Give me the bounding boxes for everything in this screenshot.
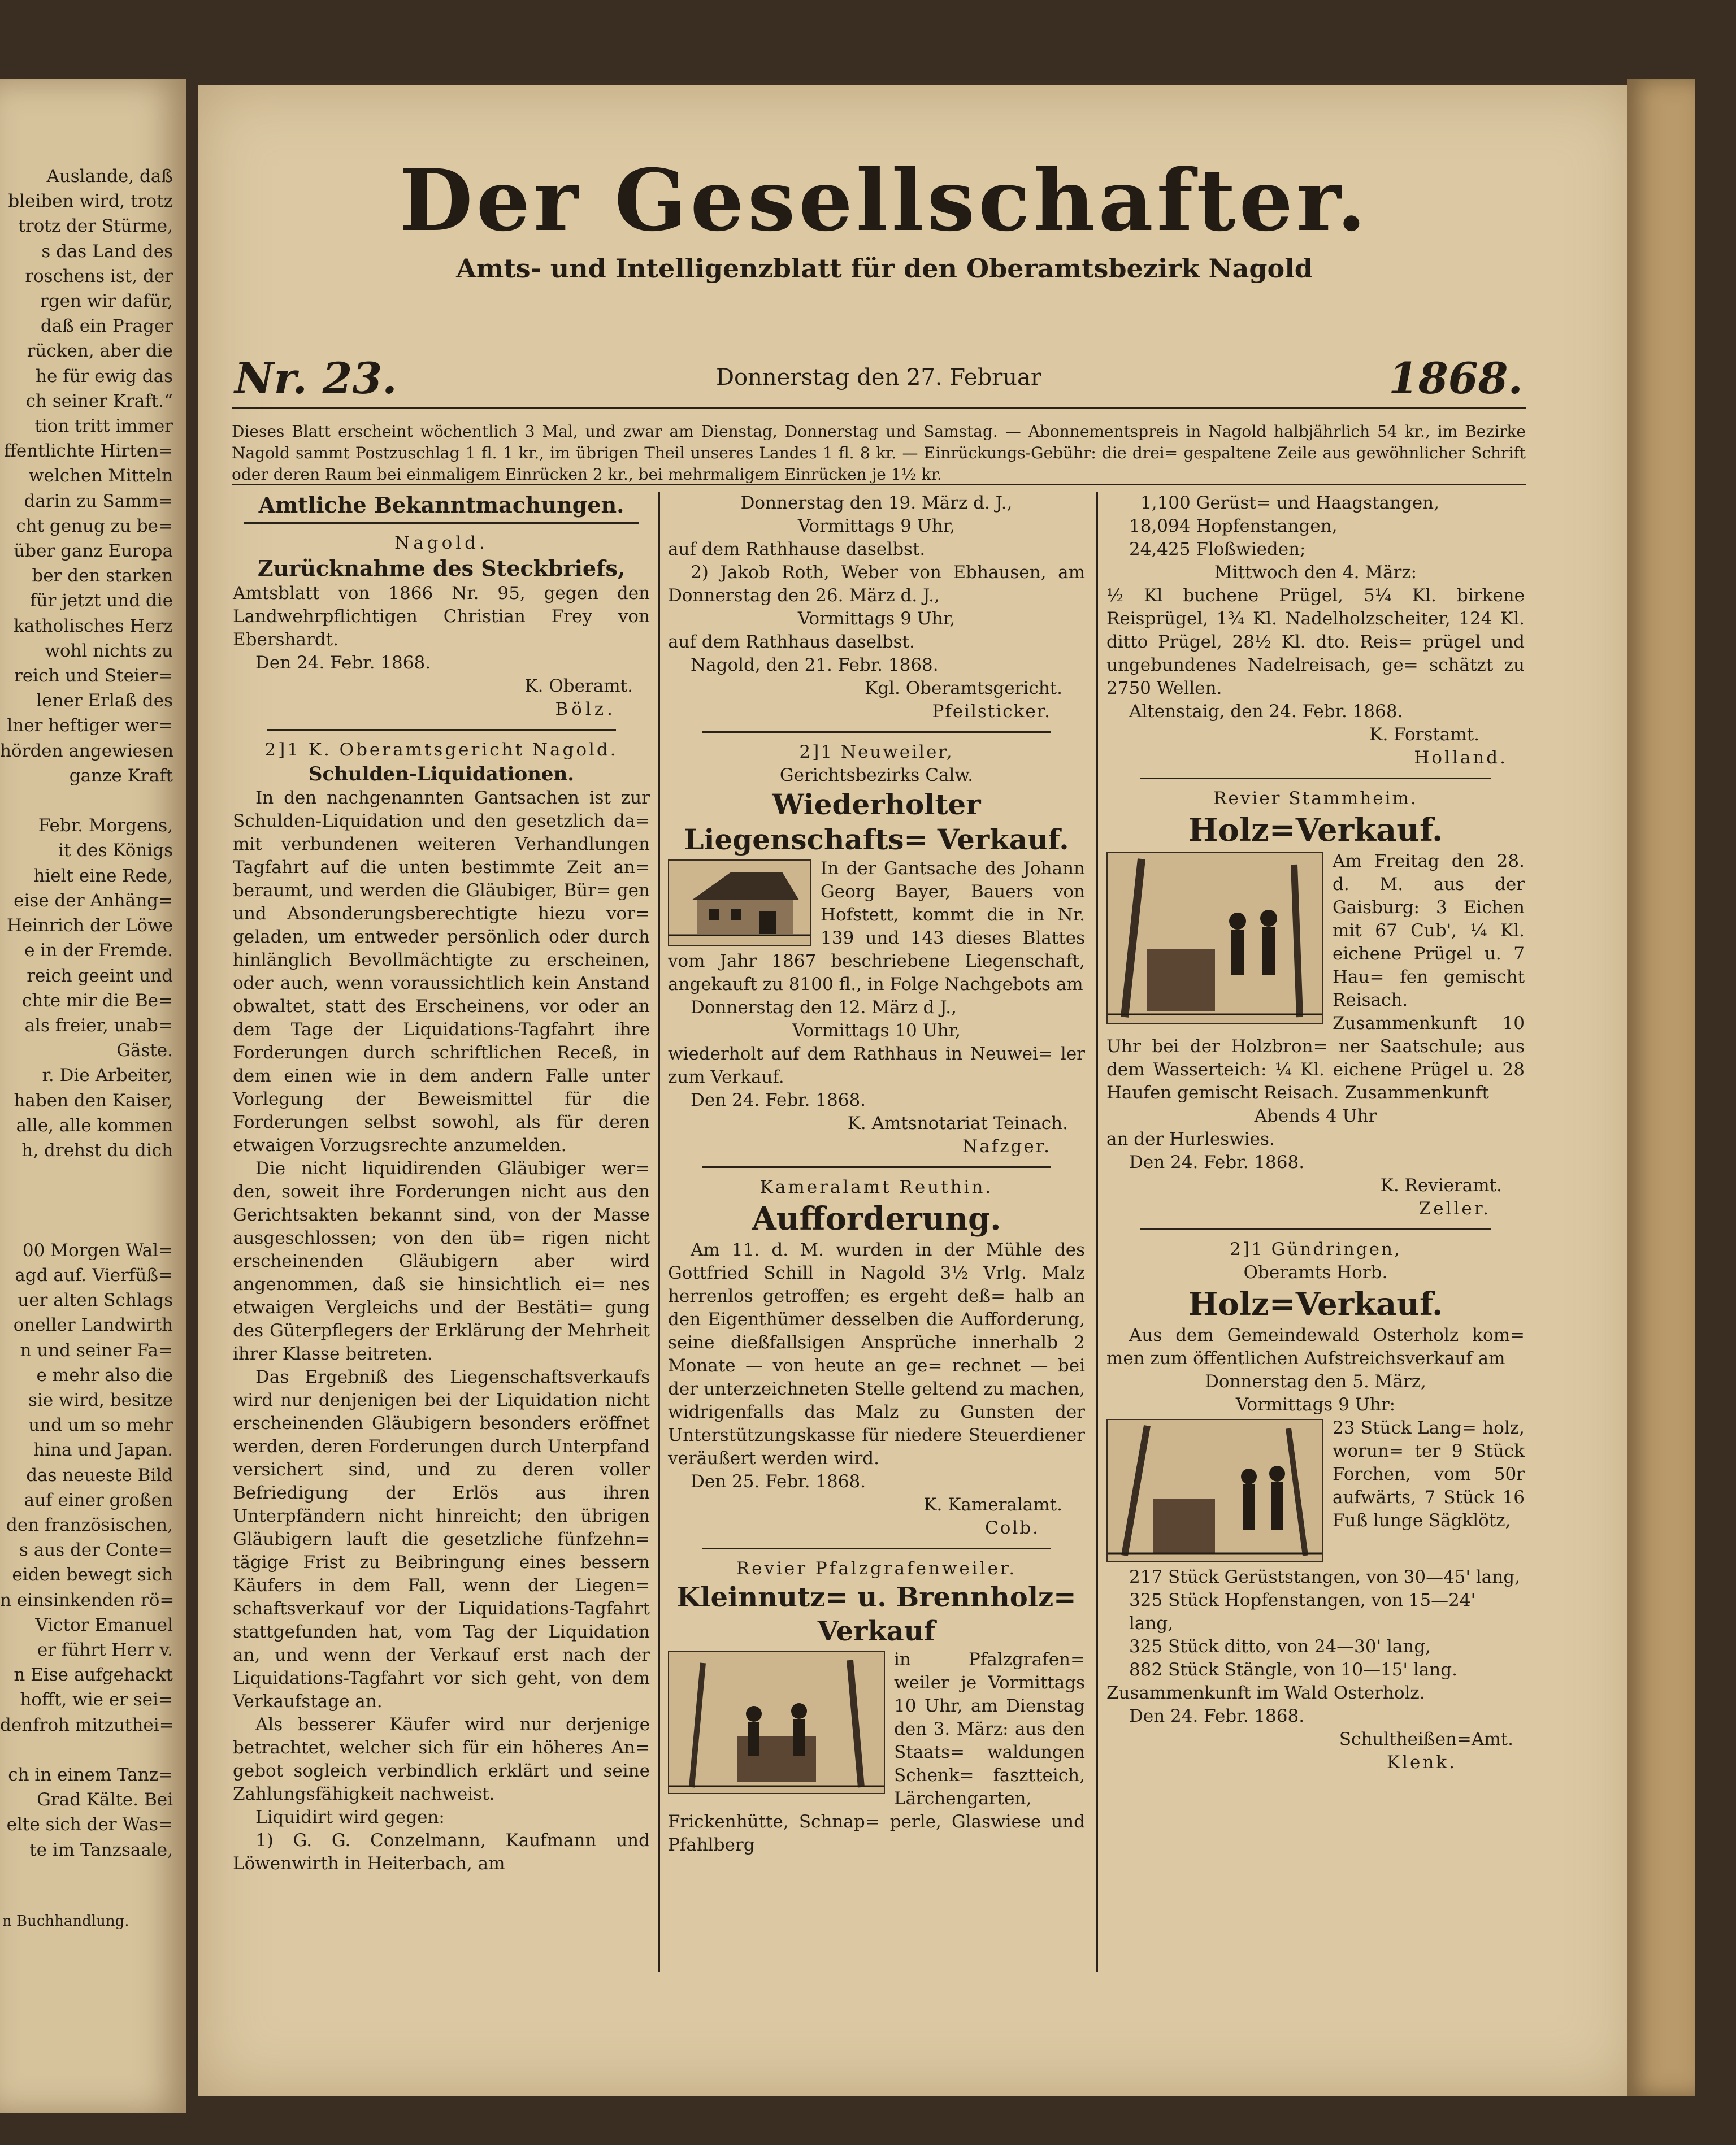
left-page-line: n einsinkenden rö= — [0, 1590, 175, 1610]
notice-signature: Klenk. — [1386, 1752, 1457, 1773]
notice-office: K. Forstamt. — [1369, 724, 1479, 745]
text-line: auf dem Rathhaus daselbst. — [668, 632, 915, 652]
text-line: Vormittags 9 Uhr: — [1235, 1395, 1396, 1415]
left-page-line: hielt eine Rede, — [33, 865, 173, 886]
left-page-line: auf einer großen — [24, 1490, 173, 1510]
left-page-line: hofft, wie er sei= — [20, 1690, 173, 1710]
newspaper-subtitle: Amts- und Intelligenzblatt für den Oberamtsbezirk Nagold — [456, 253, 1313, 284]
notice-paragraph: Liquidirt wird gegen: — [255, 1807, 445, 1827]
notice-subheading: Gerichtsbezirks Calw. — [779, 765, 974, 785]
notice-heading: 2]1 Gündringen, — [1230, 1239, 1401, 1260]
text-line: an der Hurleswies. — [1106, 1129, 1275, 1149]
text-line: Donnerstag den 19. März d. J., — [740, 493, 1013, 513]
page-edge — [1628, 79, 1695, 2096]
left-page-line — [0, 1188, 186, 1213]
left-page-line: denfroh mitzuthei= — [0, 1714, 174, 1735]
column-3 — [1106, 492, 1525, 1774]
left-page-line: reich geeint und — [27, 965, 173, 986]
left-page-line: roschens ist, der — [25, 266, 173, 286]
notice-body: 23 Stück Lang= holz, worun= ter 9 Stück Forchen, vom 50r aufwärts, 7 Stück 16 Fuß lunge Sägklötz, — [1333, 1418, 1525, 1531]
left-page-line — [0, 1163, 186, 1188]
left-page-line: eiden bewegt sich — [12, 1565, 173, 1586]
notice-body-wrap — [668, 857, 1085, 996]
notice-paragraph: Die nicht liquidirenden Gläubiger wer= den, soweit ihre Forderungen nicht aus den Gerichtsakten bekannt sind, von der Masse ausgeschlossen; von den üb= rigen nicht erscheinenden Gläubigern aber wird angenommen, daß sie hinsichtlich ei= nes etwaigen Vergleichs und der Bestäti= gung des Güterpflegers der Erklärung der Mehrheit ihrer Klasse beitreten. — [233, 1158, 650, 1364]
left-page-line — [0, 1738, 186, 1762]
notice-heading: Revier Stammheim. — [1213, 788, 1418, 809]
text-line: 18,094 Hopfenstangen, — [1129, 516, 1338, 536]
notice-title: Wiederholter Liegenschafts= Verkauf. — [684, 788, 1069, 856]
issue-number: Nr. 23. — [235, 353, 397, 403]
left-page-line: r. Die Arbeiter, — [42, 1065, 173, 1086]
notice-body: Am 11. d. M. wurden in der Mühle des Gottfried Schill in Nagold 3½ Vrlg. Malz herrenlos getroffen; es ergeht deß= halb an den Eigenthümer desselben die Aufforderung, seine dießfallsigen Ansprüche innerhalb 2 Monate — von heute an ge= rechnet — bei der unterzeichneten Stelle geltend zu machen, widrigenfalls das Malz zu Gunsten der Unterstützungskasse für niedere Steuerdiener veräußert werden wird. — [668, 1240, 1085, 1469]
masthead — [226, 153, 1543, 284]
left-page-line: ch seiner Kraft.“ — [25, 390, 173, 411]
left-page-line: n Eise aufgehackt — [14, 1665, 173, 1686]
notice-paragraph: Das Ergebniß des Liegenschaftsverkaufs wird nur denjenigen bei der Liquidation nicht erscheinenden Gläubigern besonders eröffnet werden, deren Forderungen durch Unterpfand versichert sind, und zu deren voller Befriedigung der Erlös aus ihren Unterpfändern nicht hinreicht; den übrigen Gläubigern lauft die gesetzliche fünfzehn= tägige Frist zu Beibringung eines bessern Käufers in dem Fall, wenn der Liegen= schaftsverkauf vor der Liquidations-Tagfahrt stattgefunden hat, vom Tag der Liquidation an, und wenn der Verkauf erst nach der Liquidations-Tagfahrt vor sich geht, von dem Verkaufstage an. — [233, 1367, 650, 1712]
notice-heading: 2]1 K. Oberamtsgericht Nagold. — [264, 740, 618, 760]
notice-date: Den 24. Febr. 1868. — [255, 653, 431, 673]
left-page-line: lner heftiger wer= — [7, 715, 173, 736]
text-line: 1,100 Gerüst= und Haagstangen, — [1140, 493, 1439, 513]
left-page-line: agd auf. Vierfüß= — [15, 1265, 173, 1286]
left-page-line: s aus der Conte= — [19, 1540, 173, 1561]
column-2 — [668, 492, 1085, 1857]
notice-office: K. Oberamt. — [524, 676, 633, 696]
left-page-line: e in der Fremde. — [24, 940, 173, 961]
forest-woodcut-image — [1106, 1419, 1323, 1562]
text-line: Zusammenkunft im Wald Osterholz. — [1106, 1683, 1425, 1703]
left-page-line: und um so mehr — [28, 1415, 173, 1436]
left-page-line: rücken, aber die — [27, 341, 173, 362]
dateline — [235, 353, 1523, 403]
left-page-line: wohl nichts zu — [45, 640, 173, 661]
left-page-line: darin zu Samm= — [24, 490, 173, 511]
divider — [1140, 778, 1491, 779]
issue-year: 1868. — [1388, 353, 1523, 403]
text-line: Abends 4 Uhr — [1254, 1106, 1377, 1126]
notice-title: Schulden-Liquidationen. — [308, 763, 575, 785]
left-page-line: katholisches Herz — [13, 615, 173, 636]
left-page-line: das neueste Bild — [26, 1465, 173, 1486]
notice-title: Zurücknahme des Steckbriefs, — [257, 555, 626, 581]
left-page-line: sie wird, besitze — [28, 1390, 173, 1410]
left-page-line: it des Königs — [58, 840, 173, 861]
notice-place: Nagold. — [394, 533, 488, 553]
left-page-line: welchen Mitteln — [28, 466, 173, 487]
notice-title: Holz=Verkauf. — [1188, 1286, 1443, 1323]
text-line: auf dem Rathhause daselbst. — [668, 539, 926, 559]
left-page-line: Gäste. — [116, 1040, 173, 1061]
left-page-line: alle, alle kommen — [16, 1115, 173, 1136]
notice-rule — [232, 484, 1526, 485]
divider — [702, 731, 1051, 733]
left-page-line: rgen wir dafür, — [40, 291, 173, 312]
notice-date: Den 25. Febr. 1868. — [691, 1471, 866, 1492]
notice-body: Aus dem Gemeindewald Osterholz kom= men zum öffentlichen Aufstreichsverkauf am — [1106, 1325, 1525, 1369]
left-page-line: Victor Emanuel — [35, 1614, 173, 1635]
left-page-line: haben den Kaiser, — [14, 1090, 173, 1111]
left-page-line: chte mir die Be= — [21, 990, 173, 1011]
notice-signature: Nafzger. — [962, 1136, 1051, 1157]
notice-title: Holz=Verkauf. — [1188, 811, 1443, 849]
left-page-line: daß ein Prager — [40, 316, 173, 337]
notice-title: Kleinnutz= u. Brennholz= Verkauf — [676, 1582, 1077, 1647]
divider — [244, 522, 639, 524]
notice-signature: Zeller. — [1418, 1199, 1491, 1219]
left-page-line: ffentlichte Hirten= — [3, 441, 173, 462]
column-separator — [1096, 492, 1098, 1972]
divider — [702, 1548, 1051, 1549]
left-page-line: den französischen, — [6, 1514, 173, 1535]
divider — [1140, 1228, 1491, 1230]
left-page-line: he für ewig das — [35, 366, 173, 387]
notice-paragraph: Als besserer Käufer wird nur derjenige betrachtet, welcher sich für ein höheres An= gebot sogleich verbindlich erklärt und seine Zahlungsfähigkeit nachweist. — [233, 1714, 650, 1804]
newspaper-title: Der Gesellschafter. — [399, 151, 1370, 250]
notice-paragraph: 1) G. G. Conzelmann, Kaufmann und Löwenwirth in Heiterbach, am — [233, 1830, 650, 1874]
left-page-line: Heinrich der Löwe — [6, 915, 173, 936]
left-page-line: eise der Anhäng= — [14, 890, 173, 911]
left-page-line — [0, 788, 186, 813]
left-page-line: s das Land des — [41, 241, 173, 262]
left-page-line: tion tritt immer — [34, 416, 173, 437]
left-page-line: uer alten Schlags — [18, 1290, 173, 1311]
notice-signature: Holland. — [1414, 748, 1508, 768]
notice-office: Schultheißen=Amt. — [1339, 1729, 1513, 1749]
issue-date: Donnerstag den 27. Februar — [715, 364, 1041, 390]
text-line: 2) Jakob Roth, Weber von Ebhausen, am Donnerstag den 26. März d. J., — [668, 562, 1085, 606]
left-page-line: als freier, unab= — [24, 1015, 173, 1036]
dateline-rule — [232, 407, 1526, 409]
subscription-notice: Dieses Blatt erscheint wöchentlich 3 Mal, und zwar am Dienstag, Donnerstag und Samstag. — Abonnementspreis in Nagold halbjährlich 54 kr., im Bezirke Nagold sammt Postzuschlag 1 fl. 1 kr., im übrigen Theil unseres Landes 1 fl. 8 kr. — Einrückungs-Gebühr: die drei= gespaltene Zeile aus gewöhnlicher Schrift oder deren Raum bei einmaligem Einrücken 2 kr., bei mehrmaligem Einrücken je 1½ kr. — [232, 422, 1526, 484]
divider — [267, 729, 616, 731]
left-page-line: für jetzt und die — [30, 590, 173, 611]
text-line: wiederholt auf dem Rathhaus in Neuwei= ler zum Verkauf. — [668, 1044, 1085, 1087]
left-page-line: ber den starken — [32, 566, 173, 587]
notice-body: ½ Kl buchene Prügel, 5¼ Kl. birkene Reisprügel, 1¾ Kl. Nadelholzscheiter, 124 Kl. ditto Prügel, 28½ Kl. dto. Reis= prügel und ungebundenes Nadelreisach, ge= schätzt zu 2750 Wellen. — [1106, 585, 1525, 698]
left-page-line: Grad Kälte. Bei — [37, 1790, 173, 1810]
column-1 — [233, 492, 650, 1875]
notice-paragraph: In den nachgenannten Gantsachen ist zur Schulden-Liquidation und den gesetzlich da= mit verbundenen weiteren Verhandlungen Tagfahrt auf die unten bestimmte Zeit an= beraumt, und werden die Gläubiger, Bür= gen und Absonderungsberechtigte hiezu vor= geladen, um entweder persönlich oder durch hinlänglich Bevollmächtigte zu erscheinen, oder auch, wenn voraussichtlich kein Anstand obwaltet, statt des Erscheinens, vor oder an dem Tage der Liquidations-Tagfahrt ihre Forderungen durch schriftlichen Receß, in dem einen wie in dem andern Falle unter Vorlegung der Beweismittel für die Forderungen selbst sowohl, als für deren etwaigen Vorzugsrechte anzumelden. — [233, 788, 650, 1156]
text-line: 882 Stück Stängle, von 10—15' lang. — [1129, 1660, 1457, 1680]
left-page-line: h, drehst du dich — [21, 1140, 173, 1161]
notice-subheading: Oberamts Horb. — [1243, 1262, 1388, 1283]
left-page-line: oneller Landwirth — [13, 1315, 173, 1336]
notice-title: Aufforderung. — [752, 1200, 1001, 1238]
left-page-line: cht genug zu be= — [16, 515, 173, 536]
notice-heading: Kameralamt Reuthin. — [760, 1177, 993, 1197]
left-page-line: trotz der Stürme, — [18, 216, 173, 237]
notice-office: K. Kameralamt. — [923, 1495, 1062, 1515]
left-page-line: hina und Japan. — [33, 1440, 173, 1461]
notice-signature: Bölz. — [555, 699, 616, 719]
left-page-line: ch in einem Tanz= — [8, 1765, 173, 1785]
notice-body: Amtsblatt von 1866 Nr. 95, gegen den Landwehrpflichtigen Christian Frey von Ebershardt. — [233, 583, 650, 650]
woodcutters-woodcut-image — [1106, 852, 1323, 1024]
notice-body-wrap — [668, 1648, 1085, 1857]
notice-office: K. Amtsnotariat Teinach. — [847, 1113, 1068, 1134]
notice-office: Kgl. Oberamtsgericht. — [865, 678, 1062, 698]
notice-signature: Pfeilsticker. — [932, 701, 1051, 722]
column-separator — [658, 492, 660, 1972]
left-page-text — [0, 79, 186, 1862]
left-page-line: über ganz Europa — [14, 541, 173, 562]
left-page-line: elte sich der Was= — [6, 1814, 173, 1835]
notice-date: Den 24. Febr. 1868. — [691, 1090, 866, 1110]
notice-heading: Revier Pfalzgrafenweiler. — [736, 1558, 1017, 1579]
notice-signature: Colb. — [985, 1518, 1040, 1538]
left-page-fragment — [0, 79, 186, 2113]
left-page-line: Febr. Morgens, — [38, 815, 173, 836]
notice-body-wrap — [1106, 850, 1525, 1105]
left-page-line: e mehr also die — [36, 1365, 173, 1386]
text-line: Donnerstag den 5. März, — [1205, 1371, 1426, 1392]
left-page-line: lener Erlaß des — [36, 691, 173, 711]
left-page-line: 00 Morgen Wal= — [22, 1240, 173, 1261]
notice-body: In der Gantsache des Johann Georg Bayer, Bauers von Hofstett, kommt die in Nr. 139 und 143 dieses Blattes vom Jahr 1867 beschriebene Liegenschaft, angekauft zu 8100 fl., in Folge Nachgebots am — [668, 858, 1085, 995]
left-page-line: ganze Kraft — [69, 765, 173, 786]
text-line: Vormittags 9 Uhr, — [797, 609, 956, 629]
notice-date: Nagold, den 21. Febr. 1868. — [691, 655, 939, 675]
farmhouse-woodcut-image — [668, 859, 811, 946]
left-page-footer: n Buchhandlung. — [2, 1913, 129, 1930]
notice-body-wrap — [1106, 1417, 1525, 1532]
text-line: Mittwoch den 4. März: — [1214, 562, 1417, 583]
text-line: Vormittags 9 Uhr, — [797, 516, 956, 536]
notice-body: in Pfalzgrafen= weiler je Vormittags 10 Uhr, am Dienstag den 3. März: aus den Staats= waldungen Schenk= fasztteich, Lärchengarten, Frickenhütte, Schnap= perle, Glaswiese und Pfahlberg — [668, 1649, 1085, 1855]
forest-scene-woodcut-image — [668, 1651, 885, 1794]
notice-body: Am Freitag den 28. d. M. aus der Gaisburg: 3 Eichen mit 67 Cub', ¼ Kl. eichene Prügel u. 7 Hau= fen gemischt Reisach. Zusammenkunft 10 Uhr bei der Holzbron= ner Saatschule; aus dem Wasserteich: ¼ Kl. eichene Prügel u. 28 Haufen gemischt Reisach. Zusammenkunft — [1106, 851, 1525, 1103]
text-line: 325 Stück ditto, von 24—30' lang, — [1129, 1636, 1431, 1657]
text-line: 217 Stück Gerüststangen, von 30—45' lang, — [1129, 1567, 1520, 1587]
text-line: 325 Stück Hopfenstangen, von 15—24' lang, — [1129, 1590, 1476, 1634]
notice-date: Den 24. Febr. 1868. — [1129, 1152, 1305, 1173]
notice-date: Altenstaig, den 24. Febr. 1868. — [1129, 701, 1403, 722]
left-page-line: hörden angewiesen — [0, 740, 174, 761]
text-line: Vormittags 10 Uhr, — [792, 1021, 961, 1041]
text-line: Donnerstag den 12. März d J., — [691, 997, 957, 1018]
left-page-line: bleiben wird, trotz — [8, 191, 173, 212]
notice-heading: 2]1 Neuweiler, — [799, 742, 954, 762]
left-page-line: n und seiner Fa= — [20, 1340, 173, 1361]
left-page-line — [0, 1213, 186, 1238]
text-line: 24,425 Floßwieden; — [1129, 539, 1306, 559]
section-heading: Amtliche Bekanntmachungen. — [258, 492, 624, 518]
notice-date: Den 24. Febr. 1868. — [1129, 1706, 1305, 1726]
left-page-line: te im Tanzsaale, — [29, 1839, 173, 1860]
left-page-line: reich und Steier= — [14, 666, 173, 687]
left-page-line: er führt Herr v. — [37, 1639, 173, 1660]
notice-office: K. Revieramt. — [1380, 1175, 1502, 1196]
divider — [702, 1166, 1051, 1168]
left-page-line: Auslande, daß — [46, 166, 173, 186]
